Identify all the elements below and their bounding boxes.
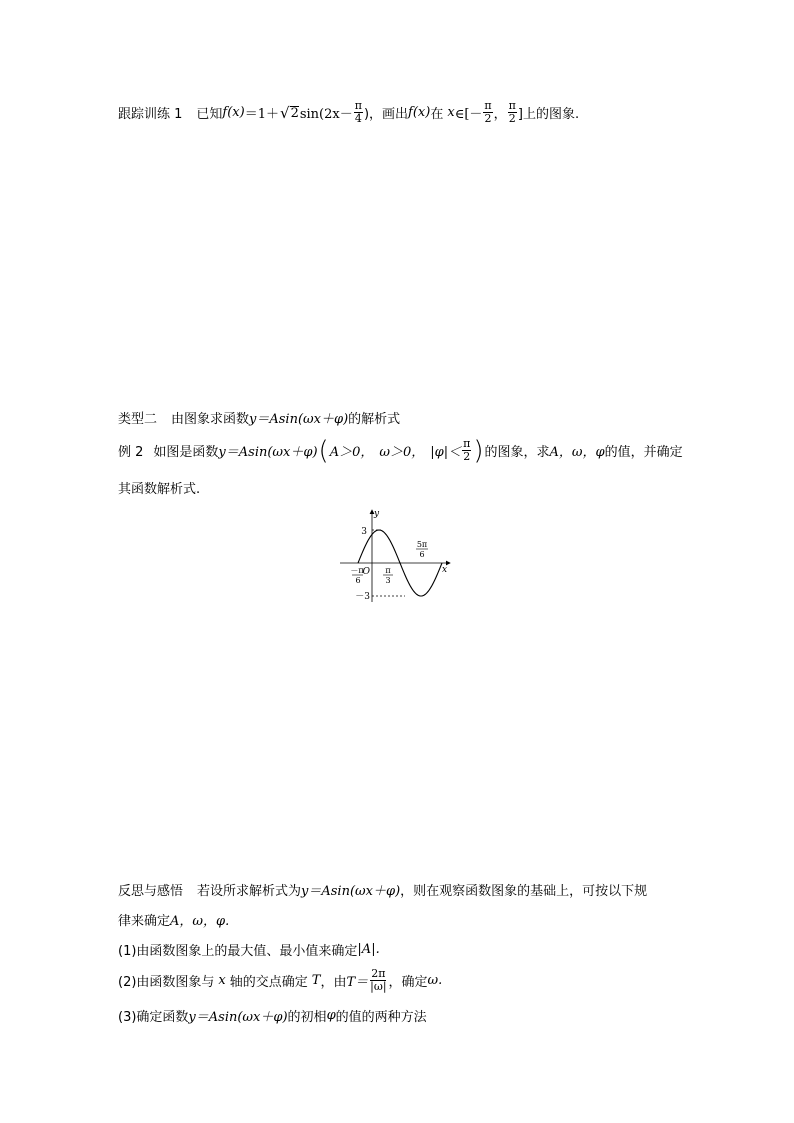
item-2-text-a: (2)由函数图象与 (118, 975, 215, 990)
reflection-item-2 (118, 968, 442, 993)
item-3-text-b: 的初相 (287, 1010, 327, 1025)
section-heading-type2 (118, 408, 400, 427)
practice-label: 跟踪训练 1 (118, 107, 183, 122)
condition-phi: |φ|＜ (430, 445, 462, 460)
example-2-line-1 (118, 435, 683, 466)
tick-5pi-6-num: 5π (416, 540, 428, 549)
condition-omega: ω＞0， (379, 445, 425, 460)
reflection-label: 反思与感悟 (118, 884, 184, 899)
item-2-T-eq: T＝ (346, 975, 369, 990)
min-value-label: －3 (355, 592, 370, 602)
math-sin-part: sin(2x－ (299, 107, 353, 122)
right-big-paren: ) (473, 435, 484, 466)
practice-problem-1 (118, 100, 579, 125)
item-1-abs-A: |A|. (357, 942, 380, 957)
math-fx-2: f(x) (408, 105, 431, 120)
item-3-phi: φ (326, 1008, 336, 1023)
item-3-equation: y＝Asin(ωx＋φ) (188, 1010, 288, 1025)
reflection-item-1 (118, 940, 380, 959)
math-comma: ， (493, 107, 507, 122)
item-2-x: x (218, 973, 226, 988)
item-2-text-b: 轴的交点确定 (229, 975, 308, 990)
tick-pi-3-den: 3 (385, 576, 391, 585)
reflection-text-1: 若设所求解析式为 (197, 884, 302, 899)
reflection-line-1 (118, 880, 647, 899)
item-3-text-a: (3)确定函数 (118, 1010, 189, 1025)
fraction-pi-over-4: $\frac{\pi}{4}$ (354, 99, 362, 125)
example-equation: y＝Asin(ωx＋φ) (218, 445, 318, 460)
tick-neg-pi-6-num: －π (350, 566, 364, 575)
max-value-label: 3 (361, 527, 367, 537)
reflection-text-3: 律来确定 (118, 914, 171, 929)
text-graph-end: ]上的图象. (517, 107, 580, 122)
y-axis-label: y (374, 509, 380, 519)
tick-5pi-6-den: 6 (419, 550, 425, 559)
math-interval-start: ∈[－ (454, 107, 483, 122)
math-x: x (447, 105, 455, 120)
reflection-line-2 (118, 910, 229, 929)
example-text-2: 的图象，求 (484, 445, 550, 460)
math-eq-part: ＝1＋ (244, 107, 279, 122)
text-given: 已知 (196, 107, 223, 122)
item-3-text-c: 的值的两种方法 (335, 1010, 427, 1025)
reflection-vars: A，ω，φ. (170, 914, 230, 929)
sine-graph-figure (335, 505, 460, 605)
left-big-paren: ( (318, 435, 329, 466)
condition-A: A＞0， (329, 445, 374, 460)
reflection-equation: y＝Asin(ωx＋φ) (301, 884, 401, 899)
sqrt-2: √ 2 (280, 103, 299, 122)
section-label: 类型二 (118, 412, 158, 427)
item-1-text: (1)由函数图象上的最大值、最小值来确定 (118, 944, 358, 959)
example-text-4: 其函数解析式. (118, 482, 201, 497)
fraction-2pi-over-omega: $\frac{2\pi}{|\omega|}$ (370, 967, 387, 993)
item-2-text-c: ，由 (320, 975, 347, 990)
example-text-3: 的值，并确定 (604, 445, 683, 460)
section-text-2: 的解析式 (348, 412, 401, 427)
example-vars: A，ω，φ (549, 445, 605, 460)
fraction-pi-over-2-a: $\frac{\pi}{2}$ (484, 99, 492, 125)
reflection-text-2: ，则在观察函数图象的基础上，可按以下规 (400, 884, 648, 899)
section-equation: y＝Asin(ωx＋φ) (249, 412, 349, 427)
x-axis-label: x (442, 565, 448, 575)
tick-pi-3-num: π (385, 566, 391, 575)
example-label: 例 2 (118, 445, 144, 460)
origin-label: O (362, 567, 370, 577)
fraction-pi-over-2-b: $\frac{\pi}{2}$ (508, 99, 516, 125)
math-fx: f(x) (222, 105, 245, 120)
section-text-1: 由图象求函数 (171, 412, 250, 427)
reflection-item-3 (118, 1006, 427, 1025)
item-2-omega: ω. (427, 973, 443, 988)
example-2-line-2 (118, 478, 200, 497)
fraction-pi-over-2-c: $\frac{\pi}{2}$ (463, 437, 471, 463)
text-draw: )，画出 (363, 107, 409, 122)
item-2-text-d: ，确定 (388, 975, 428, 990)
tick-neg-pi-6-den: 6 (355, 576, 361, 585)
text-in: 在 (430, 107, 444, 122)
example-text-1: 如图是函数 (153, 445, 219, 460)
item-2-T: T (311, 973, 321, 988)
